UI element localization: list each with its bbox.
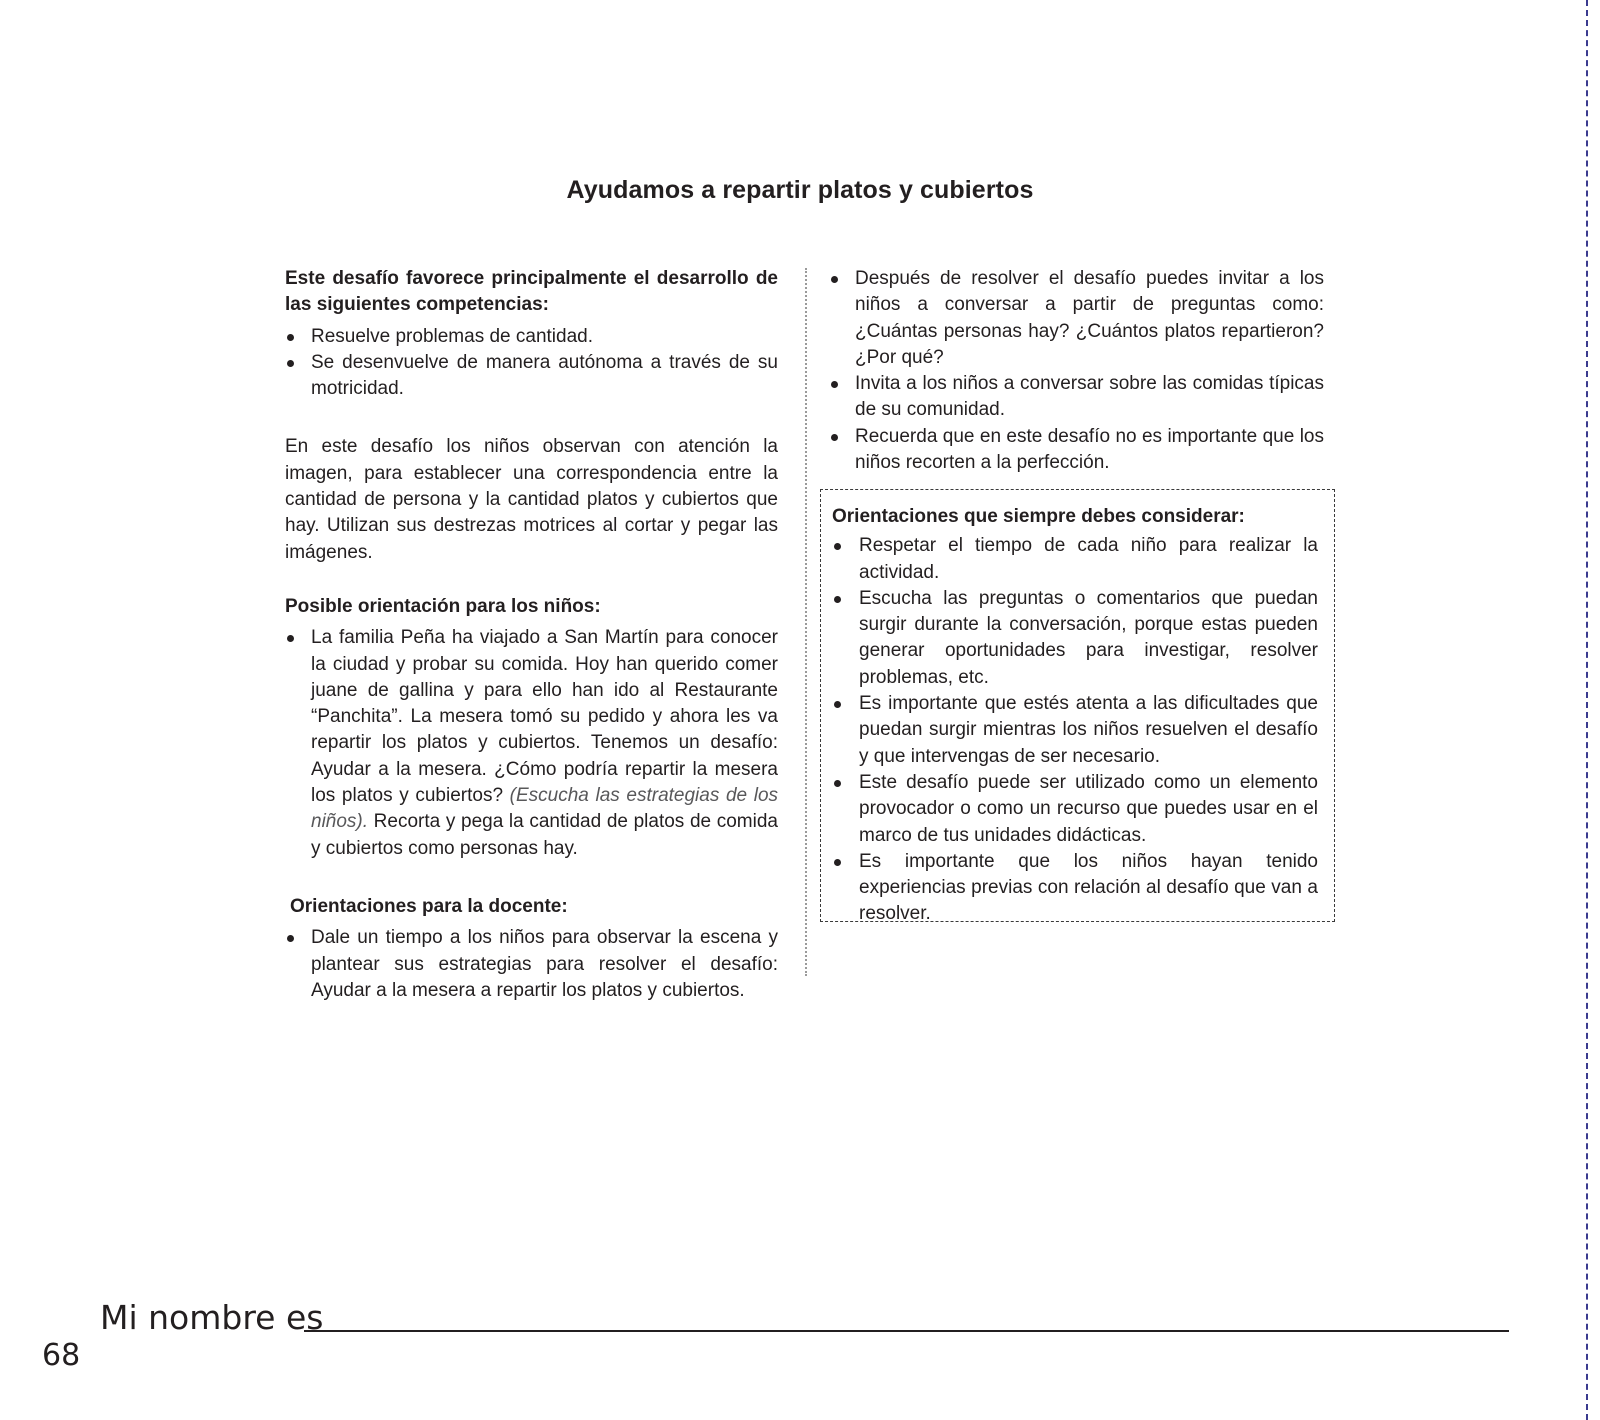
name-label: Mi nombre es [100,1298,324,1337]
name-write-line [304,1330,1509,1332]
orientacion-list [285,625,778,862]
list-item: Respetar el tiempo de cada niño para realizar la actividad. [832,533,1318,586]
cut-line [1586,0,1588,1420]
intro-paragraph: En este desafío los niños observan con atención la imagen, para establecer una correspondencia entre la cantidad de persona y la cantidad platos y cubiertos que hay. Utilizan sus destrezas motrices al cortar y pegar las imágenes. [285,436,778,563]
docente-heading: Orientaciones para la docente: [290,895,568,917]
competencias-list [285,324,778,403]
orientacion-text-end: Recorta y pega la cantidad de platos de comida y cubiertos como personas hay. [311,811,778,859]
list-item: Después de resolver el desafío puedes invitar a los niños a conversar a partir de preguntas como: ¿Cuántas personas hay? ¿Cuántos platos repartieron? ¿Por qué? [829,266,1324,371]
page-number: 68 [42,1338,81,1373]
orientacion-heading: Posible orientación para los niños: [285,595,601,617]
list-item: Es importante que los niños hayan tenido experiencias previas con relación al desafío que van a resolver. [832,849,1318,928]
list-item [285,625,778,862]
box-heading: Orientaciones que siempre debes considerar: [832,506,1245,527]
list-item: Se desenvuelve de manera autónoma a través de su motricidad. [285,350,778,403]
box-list [832,533,1318,927]
orientaciones-box [820,489,1335,925]
page-title: Ayudamos a repartir platos y cubiertos [566,176,1034,204]
orientacion-text: La familia Peña ha viajado a San Martín para conocer la ciudad y probar su comida. Hoy han querido comer juane de gallina y para ello han ido al Restaurante “Panchita”. La mesera tomó su pedido y ahora les va repartir los platos y cubiertos. Tenemos un desafío: Ayudar a la mesera. ¿Cómo podría repartir la mesera los platos y cubiertos? [311,627,778,807]
orientacion-italic-note: (Escucha las estrategias de los niños). [311,785,779,833]
list-item: Resuelve problemas de cantidad. [285,324,778,350]
right-list [829,266,1324,476]
list-item: Escucha las preguntas o comentarios que puedan surgir durante la conversación, porque estas pueden generar oportunidades para investigar, resolver problemas, etc. [832,586,1318,691]
list-item: Invita a los niños a conversar sobre las comidas típicas de su comunidad. [829,371,1324,424]
docente-list [285,925,778,1004]
left-column [285,266,778,1004]
column-divider [805,268,807,976]
list-item: Este desafío puede ser utilizado como un elemento provocador o como un recurso que puedes usar en el marco de tus unidades didácticas. [832,770,1318,849]
list-item: Dale un tiempo a los niños para observar la escena y plantear sus estrategias para resolver el desafío: Ayudar a la mesera a repartir los platos y cubiertos. [285,925,778,1004]
list-item: Recuerda que en este desafío no es importante que los niños recorten a la perfección. [829,424,1324,477]
list-item: Es importante que estés atenta a las dificultades que puedan surgir mientras los niños resuelven el desafío y que intervengas de ser necesario. [832,691,1318,770]
right-column [829,266,1324,476]
competencias-heading: Este desafío favorece principalmente el desarrollo de las siguientes competencias: [285,268,778,316]
